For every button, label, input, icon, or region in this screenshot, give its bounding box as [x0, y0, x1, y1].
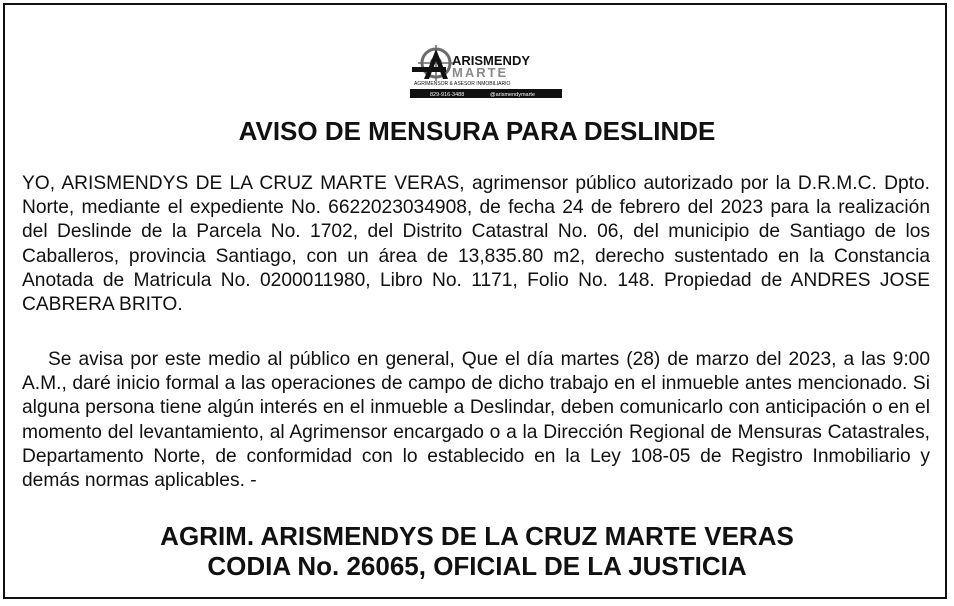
- logo-tagline: AGRIMENSOR & ASESOR INMOBILIARIO: [414, 81, 511, 87]
- notice-paragraph-1: YO, ARISMENDYS DE LA CRUZ MARTE VERAS, agrimensor público autorizado por la D.R.M.C. Dpto. Norte, mediante el expediente No. 6622023034908, de fecha 24 de febrero del 2023 para la realización del Deslinde de la Parcela No. 1702, del Distrito Catastral No. 06, del municipio de Santiago de los Caballeros, provincia Santiago, con un área de 13,835.80 m2, derecho sustentado en la Constancia Anotada de Matricula No. 0200011980, Libro No. 1171, Folio No. 148. Propiedad de ANDRES JOSE CABRERA BRITO.: [22, 173, 930, 316]
- logo-brand-bottom: MARTE: [452, 65, 509, 80]
- logo-brand-top: ARISMENDY: [452, 53, 531, 68]
- notice-title: AVISO DE MENSURA PARA DESLINDE: [238, 116, 716, 146]
- compass-a-icon: [412, 45, 454, 81]
- notice-frame: [3, 3, 947, 599]
- company-logo: [410, 43, 562, 99]
- logo-phone: 829-916-3488: [430, 92, 465, 98]
- signature-credential: CODIA No. 26065, OFICIAL DE LA JUSTICIA: [207, 551, 747, 581]
- signature-name: AGRIM. ARISMENDYS DE LA CRUZ MARTE VERAS: [160, 521, 794, 551]
- logo-social: @arismendymarte: [490, 92, 536, 98]
- notice-paragraph-2: Se avisa por este medio al público en general, Que el día martes (28) de marzo del 2023, a las 9:00 A.M., daré inicio formal a las operaciones de campo de dicho trabajo en el inmueble antes mencionado. Si alguna persona tiene algún interés en el inmueble a Deslindar, deben comunicarlo con anticipación o en el momento del levantamiento, al Agrimensor encargado o a la Dirección Regional de Mensuras Catastrales, Departamento Norte, de conformidad con lo establecido en la Ley 108-05 de Registro Inmobiliario y demás normas aplicables. -: [22, 349, 930, 492]
